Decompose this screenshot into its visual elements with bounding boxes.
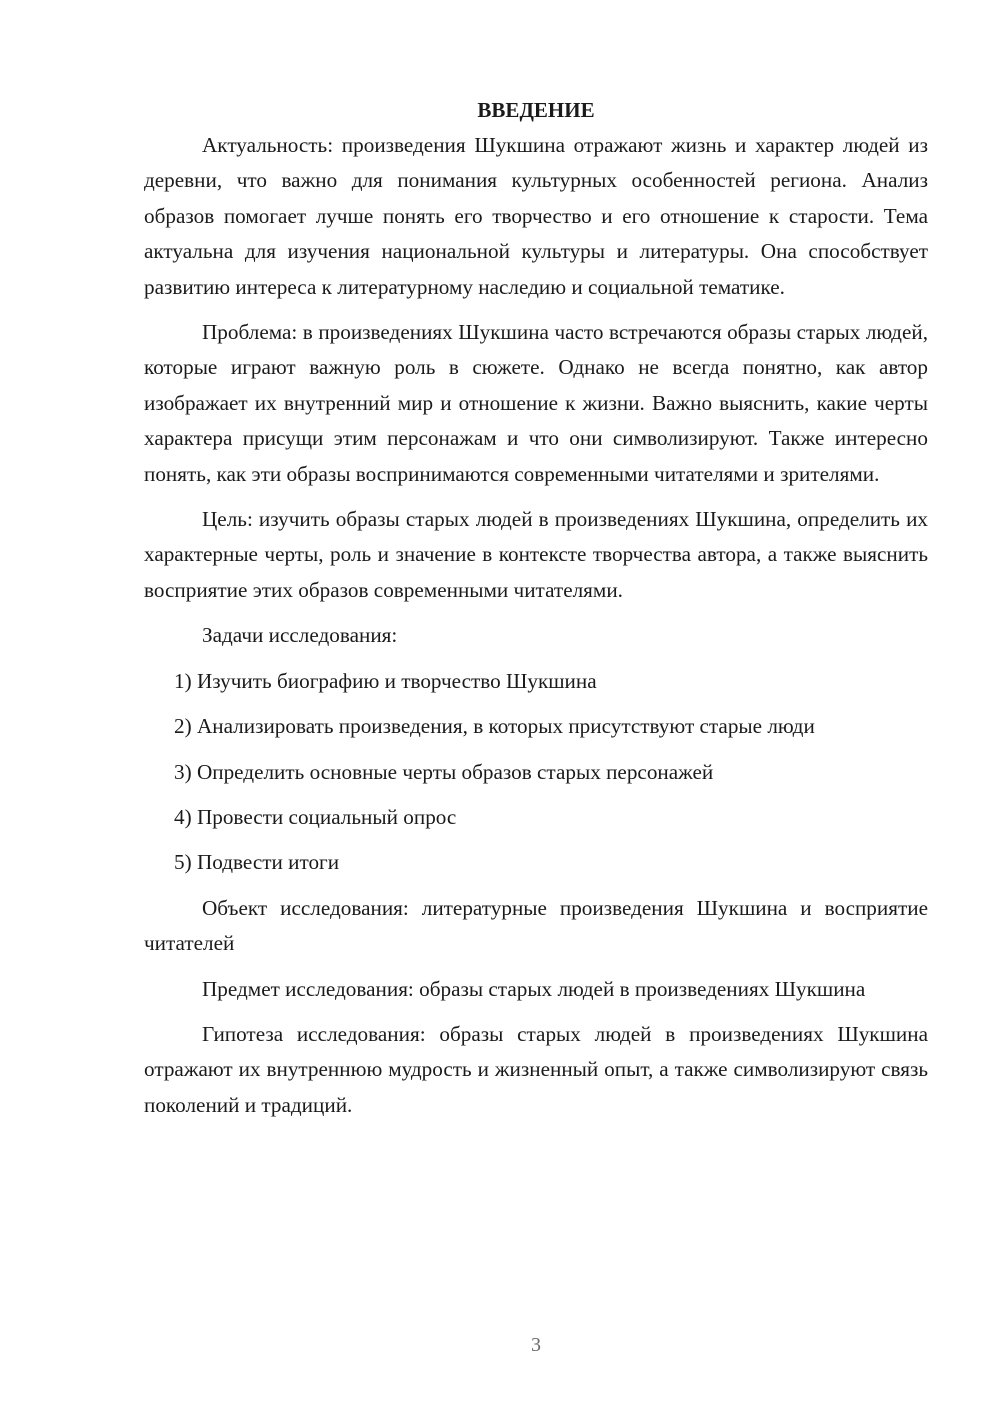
section-title: ВВЕДЕНИЕ bbox=[477, 98, 595, 122]
task-item: 2) Анализировать произведения, в которых присутствуют старые люди bbox=[174, 714, 815, 739]
task-item: 5) Подвести итоги bbox=[174, 850, 340, 875]
task-item: 1) Изучить биографию и творчество Шукшина bbox=[174, 668, 597, 693]
paragraph-relevance: Актуальность: произведения Шукшина отражают жизнь и характер людей из деревни, что важно для понимания культурных особенностей региона. Анализ образов помогает лучше понять его творчество и его отношение к старости. Тема актуальна для изучения национальной культуры и литературы. Она способствует развитию интереса к литературному наследию и социальной тематике. bbox=[144, 133, 928, 299]
paragraph-object: Объект исследования: литературные произведения Шукшина и восприятие читателей bbox=[144, 895, 928, 956]
task-item: 3) Определить основные черты образов старых персонажей bbox=[174, 759, 714, 784]
tasks-heading: Задачи исследования: bbox=[202, 623, 398, 648]
task-item: 4) Провести социальный опрос bbox=[174, 804, 457, 829]
paragraph-subject: Предмет исследования: образы старых людей в произведениях Шукшина bbox=[202, 976, 866, 1001]
page-content bbox=[144, 92, 928, 1133]
page-number: 3 bbox=[531, 1334, 541, 1356]
paragraph-problem: Проблема: в произведениях Шукшина часто встречаются образы старых людей, которые играют важную роль в сюжете. Однако не всегда понятно, как автор изображает их внутренний мир и отношение к жизни. Важно выяснить, какие черты характера присущи этим персонажам и что они символизируют. Также интересно понять, как эти образы воспринимаются современными читателями и зрителями. bbox=[144, 320, 928, 486]
paragraph-goal: Цель: изучить образы старых людей в произведениях Шукшина, определить их характерные черты, роль и значение в контексте творчества автора, а также выяснить восприятие этих образов современными читателями. bbox=[144, 507, 928, 602]
paragraph-hypothesis: Гипотеза исследования: образы старых людей в произведениях Шукшина отражают их внутреннюю мудрость и жизненный опыт, а также символизируют связь поколений и традиций. bbox=[144, 1021, 928, 1117]
